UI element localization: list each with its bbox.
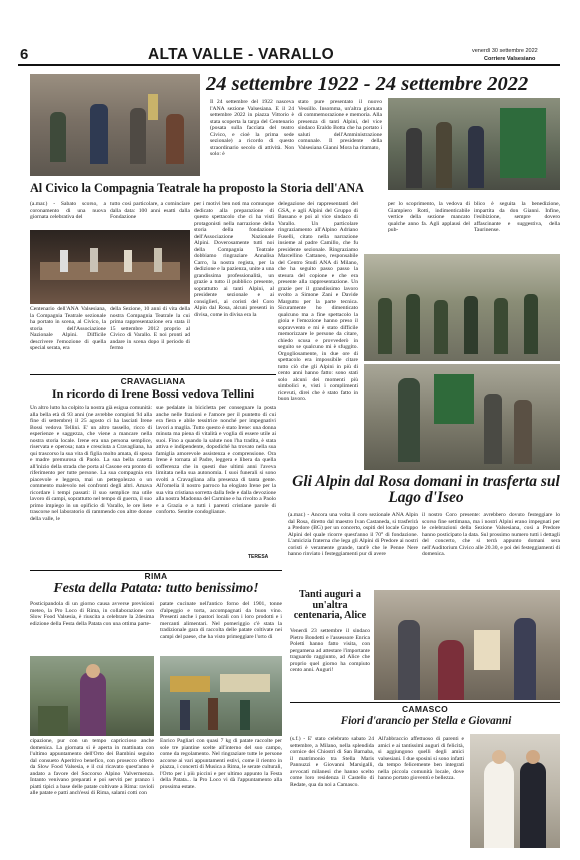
ana-headline: 24 settembre 1922 - 24 settembre 2022 <box>206 73 529 95</box>
camasco-text-col1: (s.f.) - E' stato celebrato sabato 24 settembre, a Milano, nella splendida cornice dei Chiostri di San Barnaba, il matrimonio tra Stella Maris Pannuzzi e Giovanni Marsigalli, avvocati milanesi che hanno scelto come loro residenza il Castello di Redate, qua da noi a Camasco. <box>290 736 374 788</box>
iseo-headline: Gli Alpin dal Rosa domani in trasferta sul Lago d'Iseo <box>292 473 560 507</box>
iseo-text-col1: (a.mar.) - Ancora una volta il coro sezionale ANA Alpin dal Rosa, diretto dal maestro Ivan Castaneda, si trasferirà a Predore (BG) per un concerto, ospiti del locale Gruppo Alpini del quale ricorre quest'anno il 70° di fondazione. L'amicizia fraterna che lega gli Alpini di Predore ai nostri coristi è veramente grande, tant'è che le Penne Nere hanno rinviato i festeggiamenti pur di avere <box>288 512 418 557</box>
civico-text-col4: delegazione dei rappresentanti del GSA, e agli Alpini del Gruppo di Bassano e poi al vice sindaco di Varallo. Un particolare ringraziamento all'Alpino Adriano Fuselli, citato nella narrazione insieme al padre Camillo, che fu presidente sezionale. Ringraziamo Marcellino Cattaneo, responsabile del Centro Studi ANA di Milano, che ha seguito passo passo la stesura del copione e che era presente alla rappresentazione. Un grazie per il grandissimo lavoro svolto a Simone Zani e Davide Marguttu per la parte tecnica. Sicuramente ho dimenticato qualcuno ma a fine spettacolo la gioia e l'emozione hanno preso il sopravvento e mi è stato difficile memorizzare le persone da citare, chiedo scusa e provvederò in seguito se qualcuno mi è sfuggito. Orgogliosamente, in due ore di spettacolo era impossibile citare tutto ciò che gli Alpini in più di cento anni hanno fatto: sono stati solo alcuni dei momenti più simbolici e, visti i complimenti ricevuti, direi che è stato fatto in buon lavoro. <box>278 201 358 402</box>
cravagliana-kicker: CRAVAGLIANA <box>120 376 186 386</box>
ana-text-col2: stato pure presentato il nuovo Vessillo. Insomma, un'altra giornata di commemorazione e memoria. Alla presenza di tanti Alpini, del vice sindaco Eraldo Botta che ha portato i saluti dell'Amministrazione comunale. Il presidente della Valsesiana Gianni Mora ha ritamato, <box>298 99 382 151</box>
iseo-text-col2: il nostro Coro presente: avrebbero dovuto festeggiare lo scorso fine settimana, ma i nostri Alpini erano impegnati per le celebrazioni della Sezione Valsesiana, così a Predore hanno posticipato la data. Sul prossimo numero tutti i dettagli del concerto, che si terrà appunto domani sera nell'Auditorium Civico alle 20.30, e poi dei festeggiamenti di domenica. <box>422 512 560 557</box>
civico-headline: Al Civico la Compagnia Teatrale ha proposto la Storia dell'ANA <box>30 181 364 195</box>
alice-text: Venerdì 23 settembre il sindaco Pietro Bondetti e l'assessore Enrica Poletti hanno fatto visita, con pergamena ad attestare l'importante traguardo raggiunto, ad Alice che proprio quel giorno ha compiuto cento anni. Auguri! <box>290 628 370 673</box>
civico-text-col6a: blico è seguita la benedizione, impartita da don Gianni. Infine, l'esibizione, sempre dovero affascinante e suggestiva, della Taurinense. <box>474 201 560 233</box>
rima-text-col1a: Posticipandola di un giorno causa avverse previsioni meteo, la Pro Loco di Rima, in collaborazione con Slow Food Valsesia, è riuscita a celebrare la 24esima edizione della Festa della Patata con una ottima parte- <box>30 601 154 627</box>
cravagliana-top-rule <box>30 374 276 375</box>
photo-rima-potato-market <box>160 656 282 736</box>
cravagliana-signature: TERESA <box>248 554 269 560</box>
cravagliana-headline: In ricordo di Irene Bossi vedova Tellini <box>51 387 255 401</box>
photo-ana-vessillo <box>388 98 560 190</box>
alice-headline: Tanti auguri a un'altra centenaria, Alice <box>293 589 367 622</box>
camasco-text-col2: All'abbraccio affettuoso di parenti e amici e ai tantissimi auguri di felicità, si aggiungono quelli degli amici valsesiani. I due sposini si sono infatti da tempo felicemente ben integrati nella piccola comunità locale, dove hanno portato gioventù e bellezza. <box>378 736 464 781</box>
section-title: ALTA VALLE - VARALLO <box>148 46 334 63</box>
photo-theatre-stage <box>30 230 190 304</box>
camasco-kicker: CAMASCO <box>401 704 448 714</box>
cravagliana-text-col1: Un altro lutto ha colpito la nostra già esigua comunità: alla bella età di 93 anni (ne avrebbe compiuti 94 alla fine di settembre) il 25 agosto ci ha lasciati Irene Bossi vedova Tellini. E' un altro tassello, ricco di esperienze e saggezza, che viene a mancare nella nostra storia locale. Irene era una persona semplice, riservata e operosa; nata e cresciuta a Cravagliana, ha qui trascorso la sua vita di figlia molto amata, di sposa e madre premurosa di Paolo. La sua bella casetta all'inizio della strada che porta al Casone era pronto di riferimento per tutte persone. La sua compagnia era piacevole e leggera, mai un pettegolezzo o un commento malevolo nei confronti degli altri. Amava ricordare i tempi passati: il suo semplice ma utile lavoro di campi, soprattutto nel tempo di guerra, il suo primo impiego in un opificio di Varallo, le ore liete trascorse nel laboratorio di rammendo con altre donne della valle, le <box>30 405 152 522</box>
rima-headline: Festa della Patata: tutto benissimo! <box>53 581 259 596</box>
photo-alpino-vessillo <box>364 364 560 470</box>
rima-text-col1b: cipazione, pur con un tempo capriccioso anche domenica. La giornata si è aperta in mattinata con l'ultimo appuntamento dell'Orto dei Bambini seguito dal consueto Aperitivo benefico, con prosecco offerto da Slow Food Valsesia, e il cui ricavato quest'anno è andato a favore del Soccorso Alpino Valvermenza. Intanto venivano preparati e poi serviti per pranzo i piatti tipici a base delle patate coltivate a Rima: ravioli alle patate e patti anch'essi di Rima, salami cotti con <box>30 738 154 796</box>
rima-text-col2a: patate cucinate nell'antico forno del 1901, tonne d'alpeggio e torta, accompagnati da buon vino. Presenti anche i pastori locali con i loro prodotti e i mercanti alimentari. Nel pomeriggio c'è stata la tradizionale gara di raccolta delle patate coltivate nei campi del paese, che ha visto primeggiare l'orto di <box>160 601 282 640</box>
camasco-top-rule <box>290 702 560 703</box>
camasco-headline: Fiori d'arancio per Stella e Giovanni <box>340 715 512 727</box>
photo-wedding-couple <box>470 734 560 848</box>
photo-rima-presenter <box>30 656 154 736</box>
civico-text-col5a: per lo scoprimento, la vedova di Giampiero Rotti, indimenticabile vertice della sezione mancato qualche anno fa. Agli applausi del pub- <box>388 201 470 233</box>
rima-text-col2b: Enrico Pagliari con quasi 7 kg di patate raccolte per sole tre piantine scelte all'interno del suo campo, come da regolamento. Nel ringraziare tutte le persone accorse ai vari appuntamenti estivi, come il rientro in piazza, i concerti di Musica a Rima, le serate culturali, l'Orto per i più piccini e per ultimo appunto la Festa della Patata... la Pro Loco vi dà l'appuntamento alla prossima estate. <box>160 738 282 790</box>
issue-date: venerdì 30 settembre 2022 <box>472 48 538 54</box>
cravagliana-text-col2: sue pedalate in bicicletta per consegnare la posta anche nelle frazioni e l'amore per il puntetto di cui era fiera e abile tessitrice nonché per impegnativi lavori a maglia. Tutto questo è stato Irene: una donna minuta ma piena di vitalità e voglia di essere utile ai suoi. Fino a quando la salute non l'ha tradita, è stata attiva e indipendente, dopodiché ha trovato nella sua famiglia amorevole assistenza e comprensione. Ora Irene è tornata al Padre, leggera e libera da quella sofferenza che in questi due ultimi anni l'aveva limitata nella sua autonomia. I suoi funerali si sono svolti a Cravagliana alla presenza di tanta gente. All'omelia il nostro parroco ha elogiato Irene per la sua vita cristiana sorretta dalla fede e dalla devozione alla nostra Madonna del Carmine e ha rivolto a Paolo e a Grazia e a tutti i parenti cristiane parole di conforto. Sentite condoglianze. <box>156 405 276 515</box>
civico-text-col3: per i motivi ben noti ma comunque dedicato alla preparazione di questo spettacolo che ci ha visti protagonisti nella narrazione della storia della fondazione dell'Associazione Nazionale Alpini. Doverosamente tutti noi della Compagnia Teatrale dobbiamo ringraziare Annalisa Carro, la nostra regista, per la dedizione e la pazienza, unite a una grandissima professionalità, un grazie a tutto il pubblico presente, soprattutto ai tanti Alpini, al presidente sezionale e ai consiglieri, ai coristi del Coro Alpin dal Rosa, alcuni presenti in divisa, come in divisa era la <box>194 201 274 318</box>
photo-alice-centenarian <box>374 590 560 700</box>
photo-taurinense-band <box>364 254 560 361</box>
header-rule <box>18 64 560 66</box>
page-number: 6 <box>20 46 29 63</box>
civico-text-col1b: Centenario dell'ANA Valsesiana, la Compagnia Teatrale sezionale ha portato in scena, al Civico, la storia dell'Associazione Nazionale Alpini. Difficile descrivere l'emozione di quella special serata, era <box>30 306 106 351</box>
civico-text-col2b: della Sezione, 10 anni di vita della nostra Compagnia Teatrale la cui prima rappresentazione era stata il 15 settembre 2012 proprio al Civico di Varallo. E noi pronti ad andare in scena dopo il periodo di fermo <box>110 306 190 351</box>
ana-text-col1: Il 24 settembre del 1922 nasceva l'ANA sezione Valsesiana. E il 24 settembre 2022 in piazza Vittorio è stata scoperta la targa del Centenario (posata sulla facciata del teatro Civico, e cioè la prima sede sezionale) a ricordo di questo straordinario secolo di attività. Non solo: è <box>210 99 294 157</box>
civico-text-col2a: tutto così particolare, a cominciare dalla data: 100 anni esatti dalla Fondazione <box>110 201 190 220</box>
civico-text-col1a: (a.mar.) - Sabato scorso, a coronamento di una nuova giornata celebrativa del <box>30 201 106 220</box>
rima-kicker: RIMA <box>144 571 168 581</box>
photo-ana-ceremony-left <box>30 74 200 176</box>
newspaper-name: Corriere Valsesiano <box>484 56 536 62</box>
